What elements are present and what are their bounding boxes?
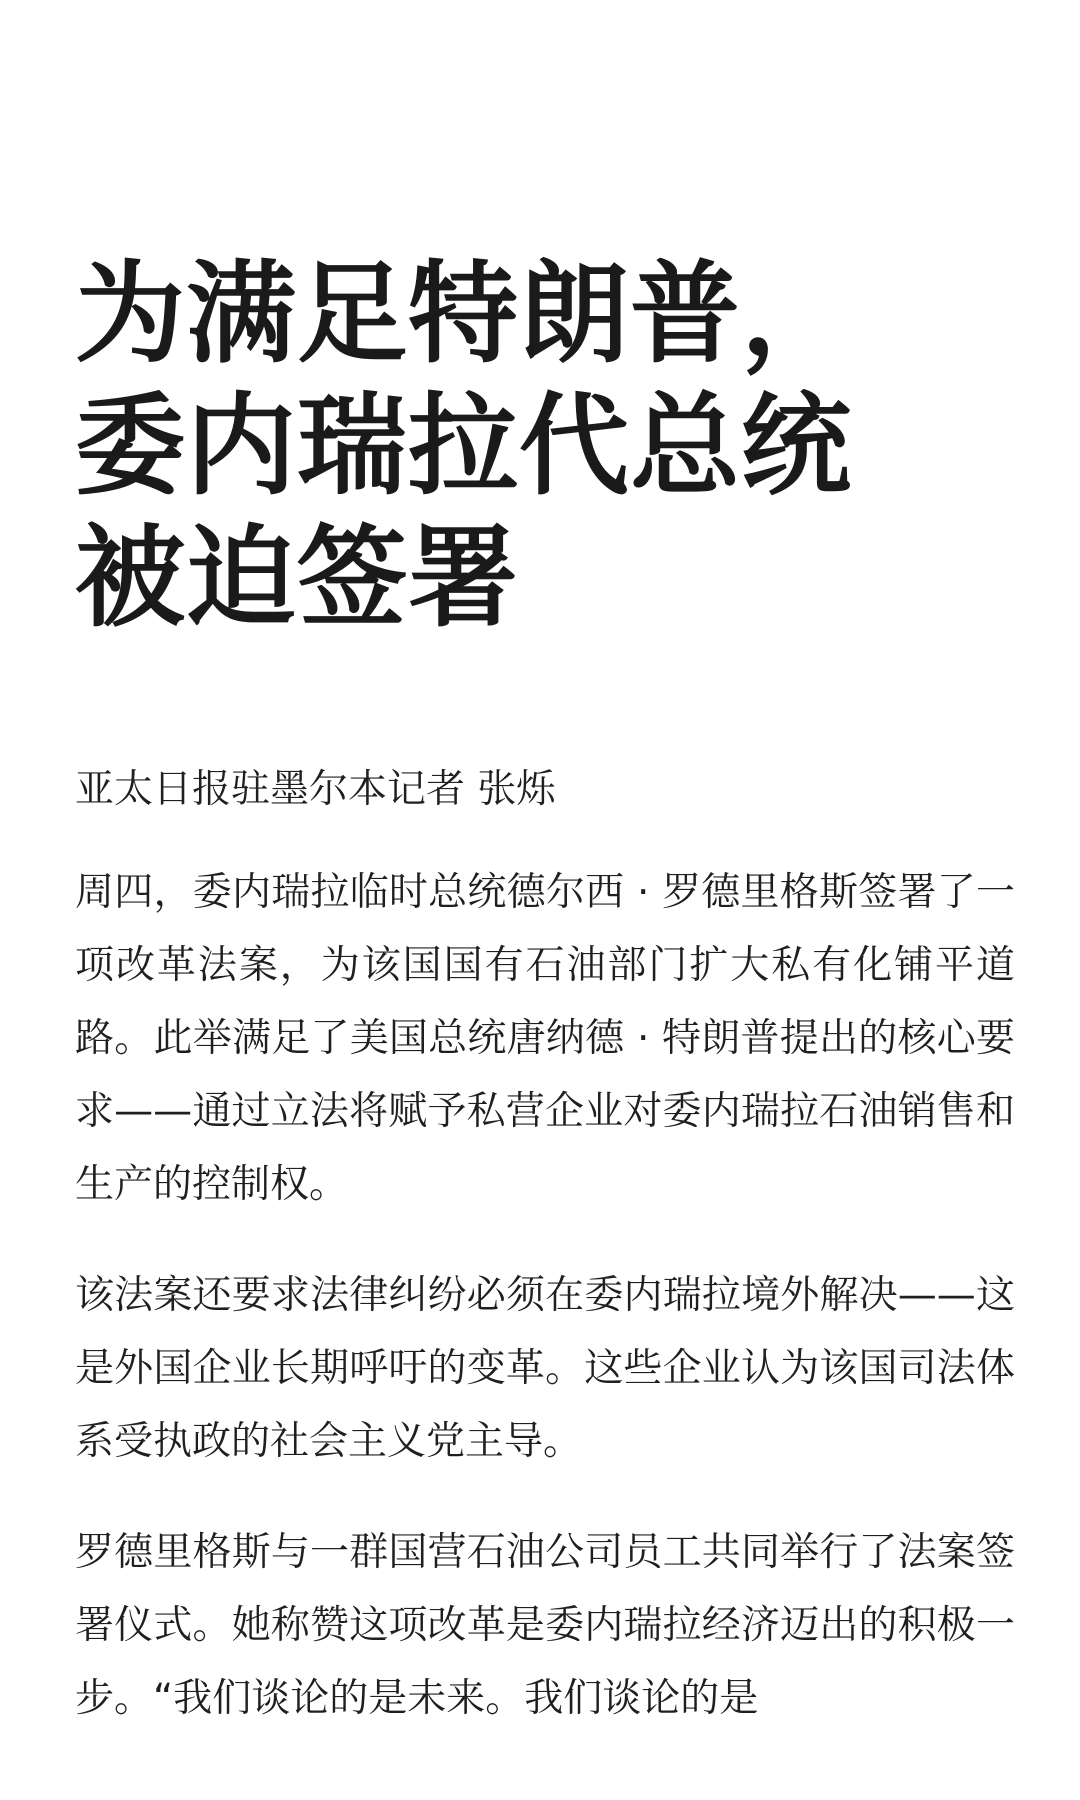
title-line: 被迫签署: [75, 514, 519, 642]
title-line: 委内瑞拉代总统: [75, 382, 852, 510]
article-paragraph: 罗德里格斯与一群国营石油公司员工共同举行了法案签署仪式。她称赞这项改革是委内瑞拉经济迈出的积极一步。“我们谈论的是未来。我们谈论的是: [75, 1530, 1015, 1721]
article-paragraph: 该法案还要求法律纠纷必须在委内瑞拉境外解决——这是外国企业长期呼吁的变革。这些企业认为该国司法体系受执政的社会主义党主导。: [75, 1273, 1015, 1464]
title-line: 为满足特朗普，: [75, 250, 852, 378]
article-byline: 亚太日报驻墨尔本记者 张烁: [75, 767, 556, 812]
article-title: [75, 248, 1015, 644]
article: [75, 248, 1015, 1735]
article-paragraph: 周四，委内瑞拉临时总统德尔西 · 罗德里格斯签署了一项改革法案，为该国国有石油部门扩大私有化铺平道路。此举满足了美国总统唐纳德 · 特朗普提出的核心要求——通过立法将赋予私营企业对委内瑞拉石油销售和生产的控制权。: [75, 870, 1015, 1207]
